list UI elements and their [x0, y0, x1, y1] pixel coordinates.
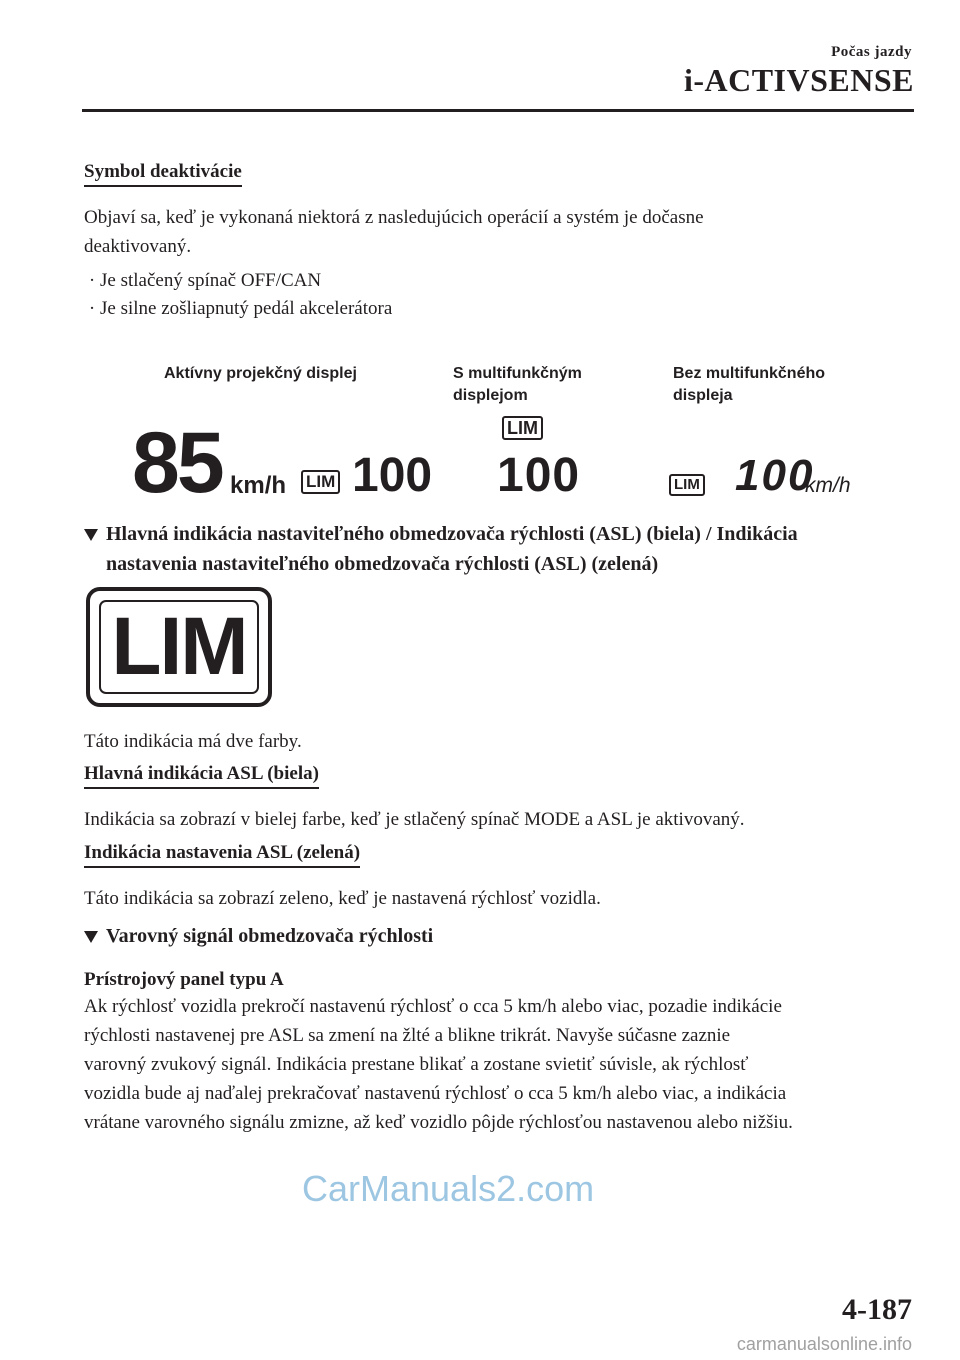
panel-type-title: Prístrojový panel typu A	[84, 969, 284, 990]
deactivation-bullet: · Je silne zošliapnutý pedál akcelerátora	[88, 298, 393, 319]
header-section: Počas jazdy	[831, 44, 912, 60]
figure-label-no-multifunction: Bez multifunkčného displeja	[673, 365, 826, 404]
hud-lim-icon: LIM	[301, 470, 340, 494]
triangle-marker-icon	[84, 529, 98, 541]
section-heading-warning: Varovný signál obmedzovača rýchlosti	[84, 921, 433, 951]
deactivation-bullet: · Je stlačený spínač OFF/CAN	[88, 270, 322, 291]
section-heading-asl-indication-line2: nastavenia nastaviteľného obmedzovača rýchlosti (ASL) (zelená)	[106, 553, 659, 575]
subheading-green: Indikácia nastavenia ASL (zelená)	[84, 842, 360, 868]
hud-speed: 85	[132, 415, 222, 511]
subheading-white: Hlavná indikácia ASL (biela)	[84, 763, 319, 789]
white-indication-text: Indikácia sa zobrazí v bielej farbe, keď je stlačený spínač MODE a ASL je aktivovaný.	[84, 809, 745, 830]
warning-line: Ak rýchlosť vozidla prekročí nastavenú rýchlosť o cca 5 km/h alebo viac, pozadie indikácie	[84, 996, 782, 1017]
warning-line: varovný zvukový signál. Indikácia prestane blikať a zostane svietiť súvisle, ak rýchlosť	[84, 1054, 749, 1075]
watermark-logo: CarManuals2.com	[302, 1168, 595, 1209]
hud-set-speed: 100	[352, 449, 433, 502]
lim-indicator-icon: LIM	[86, 587, 272, 707]
header-chapter: i-ACTIVSENSE	[683, 62, 914, 98]
figure-label-hud: Aktívny projekčný displej	[164, 365, 357, 382]
deactivation-line-1: Objaví sa, keď je vykonaná niektorá z nasledujúcich operácií a systém je dočasne	[84, 207, 704, 228]
warning-line: rýchlosti nastavenej pre ASL sa zmení na žlté a blikne trikrát. Navyše súčasne zaznie	[84, 1025, 731, 1046]
multifunction-lim-icon: LIM	[502, 416, 543, 440]
segment-lim-icon: LIM	[669, 474, 705, 496]
triangle-marker-icon	[84, 931, 98, 943]
page-number: 4-187	[842, 1293, 912, 1326]
warning-line: vozidla bude aj naďalej prekračovať nastavenú rýchlosť o cca 5 km/h alebo viac, a indikácia	[84, 1083, 787, 1104]
section-heading-asl-indication: Hlavná indikácia nastaviteľného obmedzovača rýchlosti (ASL) (biela) / Indikácia	[84, 519, 914, 549]
deactivation-line-2: deaktivovaný.	[84, 236, 192, 257]
warning-line: vrátane varovného signálu zmizne, až keď vozidlo pôjde rýchlosťou nastavenou alebo nižšiu.	[84, 1112, 793, 1133]
header-rule	[82, 109, 914, 112]
two-colors-text: Táto indikácia má dve farby.	[84, 731, 302, 752]
hud-speed-unit: km/h	[230, 472, 287, 499]
deactivation-title: Symbol deaktivácie	[84, 161, 242, 187]
multifunction-set-speed: 100	[497, 449, 581, 502]
segment-speed-unit: km/h	[805, 474, 851, 497]
green-indication-text: Táto indikácia sa zobrazí zeleno, keď je nastavená rýchlosť vozidla.	[84, 888, 601, 909]
segment-set-speed: 100	[735, 451, 815, 500]
footer-site: carmanualsonline.info	[736, 1334, 912, 1354]
figure-label-multifunction: S multifunkčným displejom	[453, 365, 582, 404]
